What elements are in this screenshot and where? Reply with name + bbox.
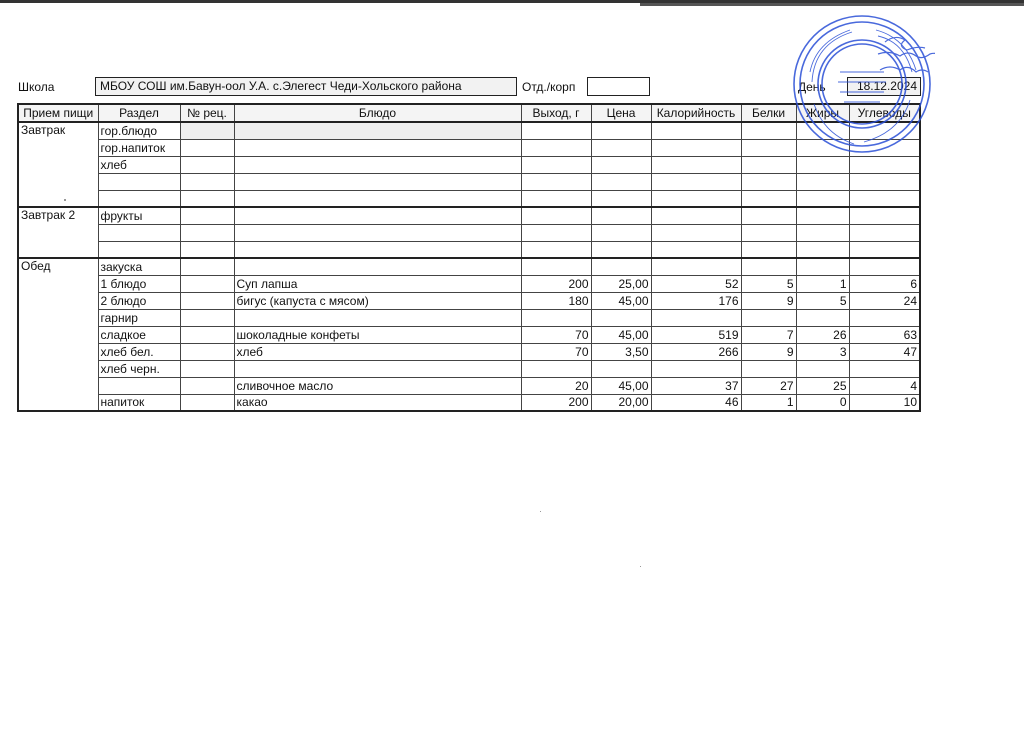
official-stamp-icon bbox=[790, 12, 935, 157]
output-cell: 180 bbox=[521, 292, 591, 309]
price-cell: 45,00 bbox=[591, 292, 651, 309]
fat-cell: 0 bbox=[796, 394, 849, 411]
scan-top-edge-shadow bbox=[640, 3, 1024, 6]
dish-cell: шоколадные конфеты bbox=[234, 326, 521, 343]
dish-cell: хлеб bbox=[234, 343, 521, 360]
fat-cell: 5 bbox=[796, 292, 849, 309]
calories-cell: 266 bbox=[651, 343, 741, 360]
section-cell: 1 блюдо bbox=[98, 275, 180, 292]
dept-field[interactable] bbox=[587, 77, 650, 96]
calories-cell: 46 bbox=[651, 394, 741, 411]
menu-table bbox=[17, 103, 921, 412]
carbs-cell: 63 bbox=[849, 326, 920, 343]
table-row bbox=[18, 156, 920, 173]
table-row bbox=[18, 326, 920, 343]
section-cell: хлеб черн. bbox=[98, 360, 180, 377]
dish-cell: бигус (капуста с мясом) bbox=[234, 292, 521, 309]
dish-cell: сливочное масло bbox=[234, 377, 521, 394]
table-row bbox=[18, 139, 920, 156]
section-cell: гор.напиток bbox=[98, 139, 180, 156]
output-cell: 200 bbox=[521, 275, 591, 292]
section-cell: хлеб бел. bbox=[98, 343, 180, 360]
col-header-recipe-no: № рец. bbox=[180, 104, 234, 122]
output-cell: 70 bbox=[521, 343, 591, 360]
table-row bbox=[18, 190, 920, 207]
price-cell: 45,00 bbox=[591, 377, 651, 394]
col-header-calories: Калорийность bbox=[651, 104, 741, 122]
section-cell: 2 блюдо bbox=[98, 292, 180, 309]
col-header-price: Цена bbox=[591, 104, 651, 122]
protein-cell: 27 bbox=[741, 377, 796, 394]
output-cell: 70 bbox=[521, 326, 591, 343]
fat-cell: 25 bbox=[796, 377, 849, 394]
meal-lunch: Обед bbox=[18, 258, 98, 411]
calories-cell: 52 bbox=[651, 275, 741, 292]
school-label: Школа bbox=[18, 80, 55, 94]
carbs-cell: 47 bbox=[849, 343, 920, 360]
col-header-section: Раздел bbox=[98, 104, 180, 122]
section-cell: хлеб bbox=[98, 156, 180, 173]
col-header-meal: Прием пищи bbox=[18, 104, 98, 122]
fat-cell: 26 bbox=[796, 326, 849, 343]
meal-breakfast: Завтрак bbox=[18, 122, 98, 207]
fat-cell: 3 bbox=[796, 343, 849, 360]
calories-cell: 519 bbox=[651, 326, 741, 343]
table-row bbox=[18, 377, 920, 394]
output-cell: 200 bbox=[521, 394, 591, 411]
protein-cell: 1 bbox=[741, 394, 796, 411]
price-cell: 45,00 bbox=[591, 326, 651, 343]
output-cell: 20 bbox=[521, 377, 591, 394]
price-cell: 3,50 bbox=[591, 343, 651, 360]
protein-cell: 9 bbox=[741, 343, 796, 360]
table-row bbox=[18, 122, 920, 139]
section-cell: гор.блюдо bbox=[98, 122, 180, 139]
col-header-protein: Белки bbox=[741, 104, 796, 122]
table-row bbox=[18, 275, 920, 292]
table-header-row bbox=[18, 104, 920, 122]
calories-cell: 176 bbox=[651, 292, 741, 309]
section-cell: закуска bbox=[98, 258, 180, 275]
carbs-cell: 10 bbox=[849, 394, 920, 411]
table-row bbox=[18, 173, 920, 190]
meal-breakfast-2: Завтрак 2 bbox=[18, 207, 98, 258]
protein-cell: 5 bbox=[741, 275, 796, 292]
table-row bbox=[18, 241, 920, 258]
scan-speck bbox=[540, 511, 541, 512]
day-label: День bbox=[798, 80, 826, 94]
price-cell: 20,00 bbox=[591, 394, 651, 411]
col-header-output: Выход, г bbox=[521, 104, 591, 122]
section-cell: напиток bbox=[98, 394, 180, 411]
table-row bbox=[18, 224, 920, 241]
carbs-cell: 6 bbox=[849, 275, 920, 292]
section-cell: фрукты bbox=[98, 207, 180, 224]
section-cell bbox=[98, 377, 180, 394]
table-row bbox=[18, 292, 920, 309]
carbs-cell: 24 bbox=[849, 292, 920, 309]
dept-label: Отд./корп bbox=[522, 80, 576, 94]
protein-cell: 7 bbox=[741, 326, 796, 343]
protein-cell: 9 bbox=[741, 292, 796, 309]
table-row bbox=[18, 309, 920, 326]
scan-speck bbox=[64, 199, 66, 201]
section-cell: гарнир bbox=[98, 309, 180, 326]
dish-cell: какао bbox=[234, 394, 521, 411]
calories-cell: 37 bbox=[651, 377, 741, 394]
price-cell: 25,00 bbox=[591, 275, 651, 292]
col-header-carbs: Углеводы bbox=[849, 104, 920, 122]
carbs-cell: 4 bbox=[849, 377, 920, 394]
section-cell: сладкое bbox=[98, 326, 180, 343]
table-row bbox=[18, 360, 920, 377]
col-header-dish: Блюдо bbox=[234, 104, 521, 122]
school-name-field[interactable]: МБОУ СОШ им.Бавун-оол У.А. с.Элегест Чеди-Хольского района bbox=[95, 77, 517, 96]
fat-cell: 1 bbox=[796, 275, 849, 292]
date-field[interactable]: 18.12.2024 bbox=[847, 77, 921, 96]
scan-speck bbox=[640, 566, 641, 567]
table-row bbox=[18, 207, 920, 224]
col-header-fat: Жиры bbox=[796, 104, 849, 122]
table-row bbox=[18, 258, 920, 275]
table-row bbox=[18, 343, 920, 360]
dish-cell: Суп лапша bbox=[234, 275, 521, 292]
table-row bbox=[18, 394, 920, 411]
